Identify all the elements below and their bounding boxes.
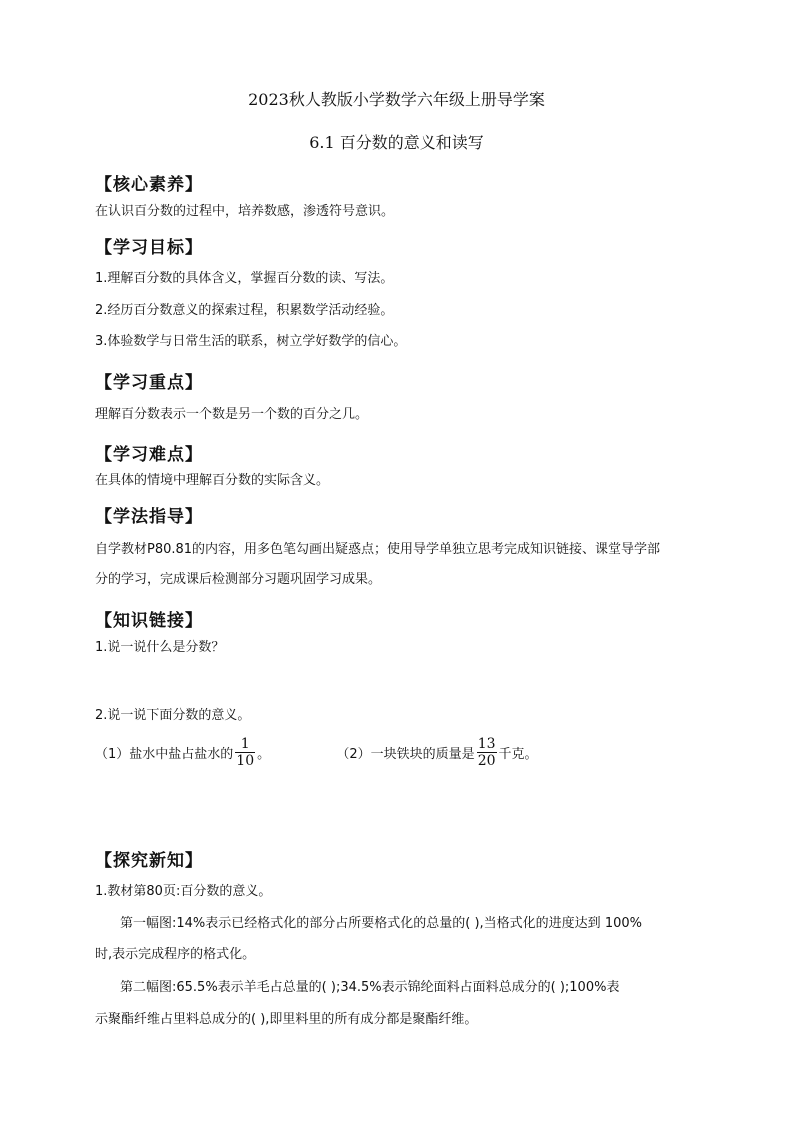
explore-item-1: 1.教材第80页:百分数的意义。 xyxy=(95,884,272,899)
key-points-text: 理解百分数表示一个数是另一个数的百分之几。 xyxy=(95,407,369,422)
heading-explore: 【探究新知】 xyxy=(95,851,203,871)
heading-study-method: 【学法指导】 xyxy=(95,507,203,527)
heading-difficulties: 【学习难点】 xyxy=(95,445,203,465)
fraction-item-1-suffix: 。 xyxy=(257,747,271,762)
fraction-denominator: 10 xyxy=(236,753,255,769)
fraction-item-1-prefix: （1）盐水中盐占盐水的 xyxy=(95,747,234,762)
explore-paragraph-2-line-1: 第二幅图:65.5%表示羊毛占总量的( );34.5%表示锦纶面料占面料总成分的( );100%表 xyxy=(120,980,620,995)
heading-core-literacy: 【核心素养】 xyxy=(95,175,203,195)
explore-paragraph-2-line-2: 示聚酯纤维占里料总成分的( ),即里料里的所有成分都是聚酯纤维。 xyxy=(95,1012,478,1027)
knowledge-question-2: 2.说一说下面分数的意义。 xyxy=(95,708,251,723)
heading-knowledge-links: 【知识链接】 xyxy=(95,611,203,631)
knowledge-question-1: 1.说一说什么是分数？ xyxy=(95,640,225,655)
study-method-line-2: 分的学习，完成课后检测部分习题巩固学习成果。 xyxy=(95,572,382,587)
explore-paragraph-1-line-1: 第一幅图:14%表示已经格式化的部分占所要格式化的总量的( ),当格式化的进度达到 100% xyxy=(120,916,642,931)
goal-item-1: 1.理解百分数的具体含义，掌握百分数的读、写法。 xyxy=(95,271,394,286)
difficulties-text: 在具体的情境中理解百分数的实际含义。 xyxy=(95,473,330,488)
fraction-denominator: 20 xyxy=(477,753,496,769)
fraction-numerator: 13 xyxy=(477,736,496,752)
fraction-items-row xyxy=(95,736,538,769)
fraction-one-tenth xyxy=(235,736,255,769)
goal-item-2: 2.经历百分数意义的探索过程，积累数学活动经验。 xyxy=(95,303,394,318)
heading-learning-goals: 【学习目标】 xyxy=(95,238,203,258)
explore-paragraph-1-line-2: 时,表示完成程序的格式化。 xyxy=(95,947,256,962)
fraction-numerator: 1 xyxy=(235,736,255,753)
study-method-line-1: 自学教材P80.81的内容，用多色笔勾画出疑惑点；使用导学单独立思考完成知识链接、课堂导学部 xyxy=(95,542,661,557)
heading-key-points: 【学习重点】 xyxy=(95,373,203,393)
core-literacy-text: 在认识百分数的过程中，培养数感，渗透符号意识。 xyxy=(95,204,395,219)
fraction-item-2-prefix: （2）一块铁块的质量是 xyxy=(336,747,475,762)
goal-item-3: 3.体验数学与日常生活的联系，树立学好数学的信心。 xyxy=(95,334,407,349)
fraction-item-2-suffix: 千克。 xyxy=(498,747,538,762)
document-title: 2023秋人教版小学数学六年级上册导学案 xyxy=(248,90,545,109)
fraction-thirteen-twentieths xyxy=(477,736,497,769)
lesson-subtitle: 6.1 百分数的意义和读写 xyxy=(309,133,484,152)
